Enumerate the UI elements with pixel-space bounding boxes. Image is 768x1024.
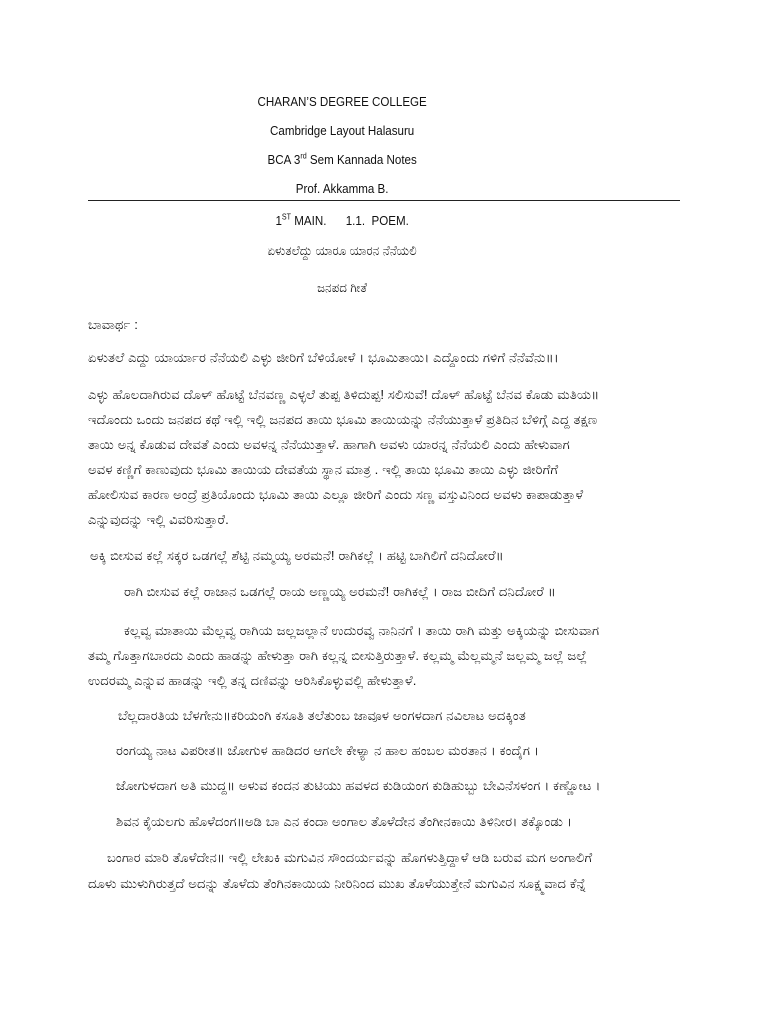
paragraph-8: ಜೋಗುಳದಾಗ ಅತಿ ಮುದ್ದ॥ ಅಳುವ ಕಂದನ ತುಟಿಯು ಹವಳದ ಕುಡಿಯಂಗ ಕುಡಿಹುಬ್ಬು ಬೇವಿನೆಸಳಂಗ । ಕಣ್ಣೋಟ । xyxy=(116,778,601,793)
paragraph-10-line-2: ದೂಳು ಮುಳುಗಿರುತ್ತದೆ ಅದನ್ನು ತೊಳೆದು ತೆಂಗಿನಕಾಯಿಯ ನೀರಿನಿಂದ ಮುಖ ತೊಳೆಯುತ್ತೇನೆ ಮಗುವಿನ ಸೂಕ್ಷ್ಮವಾದ ಕೆನ್ನೆ xyxy=(88,876,587,891)
paragraph-3: ಅಕ್ಕಿ ಬೀಸುವ ಕಲ್ಲೆ ಸಕ್ಕರ ಒಡಗಲ್ಲೆ ಶೆಟ್ಟಿ ನಮ್ಮಯ್ಯ ಅರಮನೆ! ರಾಗಿಕಲ್ಲೆ । ಹಟ್ಟಿ ಬಾಗಿಲಿಗೆ ದನಿದೋರೆ॥ xyxy=(90,548,504,563)
paragraph-1: ಏಳುತಲೆ ಎದ್ದು ಯಾರ್ಯಾರ ನೆನೆಯಲಿ ಎಳ್ಳು ಜೀರಿಗೆ ಬೆಳಿಯೋಳೆ । ಭೂಮಿತಾಯಿ। ಎದ್ದೊಂದು ಗಳಿಗೆ ನೆನೆವೆನು॥। xyxy=(88,350,559,365)
bhavartha-label: ಬಾವಾರ್ಥ : xyxy=(88,317,138,332)
course-prefix: BCA 3 xyxy=(267,152,301,167)
paragraph-5-line-2: ತಮ್ಮ ಗೊತ್ತಾಗಬಾರದು ಎಂದು ಹಾಡನ್ನು ಹೇಳುತ್ತಾ ರಾಗಿ ಕಲ್ಲನ್ನ ಬೀಸುತ್ತಿರುತ್ತಾಳೆ. ಕಲ್ಲಮ್ಮ ಮೆಲ್ಲಮ್ಮನೆ ಜಲ್ಲಮ್ಮ ಜಲ್ಲೆ ಜಲ್ಲೆ xyxy=(88,648,588,663)
course-suffix: Sem Kannada Notes xyxy=(306,152,417,167)
poem-subtitle: ಜನಪದ ಗೀತೆ xyxy=(317,280,368,295)
paragraph-2-line-2: ಇದೊಂದು ಒಂದು ಜನಪದ ಕಥೆ ಇಲ್ಲಿ ಇಲ್ಲಿ ಜನಪದ ತಾಯಿ ಭೂಮಿ ತಾಯಿಯನ್ನು ನೆನೆಯುತ್ತಾಳೆ ಪ್ರತಿದಿನ ಬೆಳಿಗ್ಗೆ ಎದ್ದ ತಕ್ಷಣ xyxy=(88,412,598,427)
paragraph-7: ರಂಗಯ್ಯ ನಾಟ ವಿಪರೀತ॥ ಜೋಗುಳ ಹಾಡಿದರ ಆಗಲೇ ಕೇಳ್ಯಾ ನ ಹಾಲ ಹಂಬಲ ಮರತಾನ । ಕಂದೈಗ । xyxy=(116,743,539,758)
paragraph-6: ಬೆಲ್ಲದಾರತಿಯ ಬೆಳಗೇನು॥ಕರಿಯಂಗಿ ಕಸೂತಿ ತಲೆತುಂಬ ಜಾವೂಳ ಅಂಗಳದಾಗ ನವಿಲಾಟ ಅದಕ್ಕಿಂತ xyxy=(118,708,526,723)
paragraph-5-line-1: ಕಲ್ಲವ್ವ ಮಾತಾಯಿ ಮೆಲ್ಲವ್ವ ರಾಗಿಯ ಜಲ್ಲಜಲ್ಲಾನೆ ಉದುರವ್ವ ನಾನಿನಗೆ । ತಾಯಿ ರಾಗಿ ಮತ್ತು ಅಕ್ಕಿಯನ್ನು ಬೀಸುವಾಗ xyxy=(124,623,600,638)
main-prefix: 1 xyxy=(275,213,282,228)
header-divider xyxy=(88,200,680,201)
poem-title: ಏಳುತಲೆದ್ದು ಯಾರೂ ಯಾರನ ನೆನೆಯಲಿ xyxy=(267,243,417,258)
course-sup: rd xyxy=(300,151,307,161)
college-address: Cambridge Layout Halasuru xyxy=(270,123,415,138)
paragraph-2-line-5: ಹೋಲಿಸುವ ಕಾರಣ ಅಂದ್ರೆ ಪ್ರತಿಯೊಂದು ಭೂಮಿ ತಾಯಿ ಎಲ್ಲೂ ಜೀರಿಗೆ ಎಂದು ಸಣ್ಣ ವಸ್ತುವಿನಿಂದ ಅವಳು ಕಾಪಾಡುತ್ತಾಳೆ xyxy=(88,487,584,502)
paragraph-9: ಶಿವನ ಕೈಯಲಗು ಹೊಳೆದಂಗ॥ಅಡಿ ಬಾ ಎನ ಕಂದಾ ಅಂಗಾಲ ತೊಳೆದೇನ ತೆಂಗೀನಕಾಯಿ ತಿಳಿನೀರ। ತಕ್ಕೊಂಡು । xyxy=(116,814,572,829)
paragraph-5-line-3: ಉದರಮ್ಮ ಎನ್ನುವ ಹಾಡನ್ನು ಇಲ್ಲಿ ತನ್ನ ದಣಿವನ್ನು ಆರಿಸಿಕೊಳ್ಳುವಲ್ಲಿ ಹೇಳುತ್ತಾಳೆ. xyxy=(88,673,417,688)
paragraph-2-line-1: ಎಳ್ಳು ಹೊಲದಾಗಿರುವ ದೊಳ್ ಹೊಟ್ಟೆ ಬೆನವಣ್ಣ ಎಳ್ಳಲೆ ತುಪ್ಪ ತಿಳಿದುಪ್ಪ! ಸಲಿಸುವೆ! ದೊಳ್ ಹೊಟ್ಟೆ ಬೆನವ ಕೊಡು ಮತಿಯ॥ xyxy=(88,387,600,402)
main-suffix: MAIN. 1.1. POEM. xyxy=(291,213,409,228)
section-heading xyxy=(0,213,684,229)
professor-name: Prof. Akkamma B. xyxy=(295,181,389,196)
paragraph-2-line-6: ಎನ್ನುವುದನ್ನು ಇಲ್ಲಿ ವಿವರಿಸುತ್ತಾರೆ. xyxy=(88,512,229,527)
paragraph-2-line-4: ಅವಳ ಕಣ್ಣಿಗೆ ಕಾಣುವುದು ಭೂಮಿ ತಾಯಿಯ ದೇವತೆಯ ಸ್ಥಾನ ಮಾತ್ರ . ಇಲ್ಲಿ ತಾಯಿ ಭೂಮಿ ತಾಯಿ ಎಳ್ಳು ಜೀರಿಗೆಗೆ xyxy=(88,462,559,477)
college-name: CHARAN’S DEGREE COLLEGE xyxy=(257,94,427,109)
paragraph-4: ರಾಗಿ ಬೀಸುವ ಕಲ್ಲೆ ರಾಜಾನ ಒಡಗಲ್ಲೆ ರಾಯ ಅಣ್ಣಯ್ಯ ಅರಮನೆ! ರಾಗಿಕಲ್ಲೆ । ರಾಜ ಬೀದಿಗೆ ದನಿದೋರೆ ॥ xyxy=(124,584,556,599)
course-title xyxy=(0,152,684,168)
main-sup: ST xyxy=(281,212,292,222)
paragraph-2-line-3: ತಾಯಿ ಅನ್ನ ಕೊಡುವ ದೇವತೆ ಎಂದು ಅವಳನ್ನ ನೆನೆಯುತ್ತಾಳೆ. ಹಾಗಾಗಿ ಅವಳು ಯಾರನ್ನ ನೆನೆಯಲಿ ಎಂದು ಹೇಳುವಾಗ xyxy=(88,437,570,452)
paragraph-10-line-1: ಬಂಗಾರ ಮಾರಿ ತೊಳೆದೇನ॥ ಇಲ್ಲಿ ಲೇಖಕಿ ಮಗುವಿನ ಸೌಂದರ್ಯವನ್ನು ಹೊಗಳುತ್ತಿದ್ದಾಳೆ ಆಡಿ ಬರುವ ಮಗ ಅಂಗಾಲಿಗೆ xyxy=(107,850,593,865)
